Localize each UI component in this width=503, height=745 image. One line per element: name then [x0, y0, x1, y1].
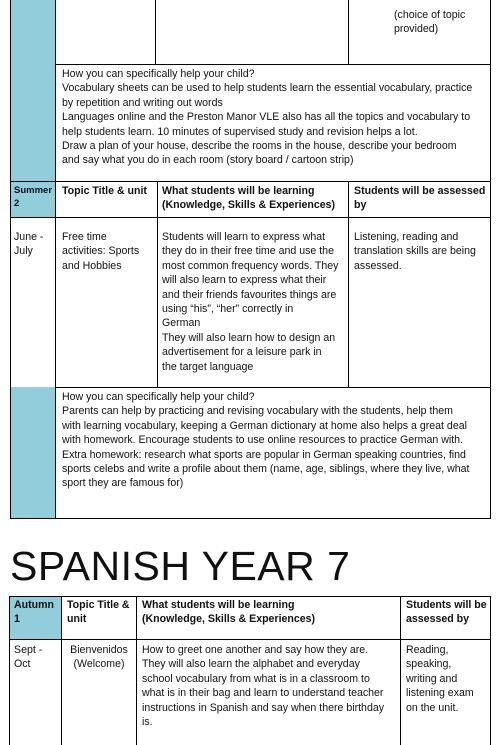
assessment-description: Reading, speaking, writing and listening exam on the unit. [406, 644, 474, 714]
topic-header: Topic Title & unit [67, 599, 130, 626]
term-column-shading [11, 0, 55, 181]
assessment-note: (choice of topic provided) [394, 9, 466, 36]
section-title: SPANISH YEAR 7 [10, 543, 351, 589]
term-dates: June - July [14, 231, 44, 258]
term-header: Summer 2 [14, 185, 53, 209]
topic-title: Free time activities: Sports and Hobbies [62, 231, 140, 272]
topic-header: Topic Title & unit [62, 185, 147, 197]
learning-description: Students will learn to express what they do in their free time and use the most common frequency words. They will also learn to express what their and their friends favourites things are using “his”, “her” correctly in German They will also learn how to design an advertisement for a leisure park in the target language [162, 231, 339, 373]
parent-help-text-2: How you can specifically help your child? Parents can help by practicing and revising vocabulary with the students, help them with learning vocabulary, keeping a German dictionary at home also helps a great deal with homework. Encourage students to use online resources to practice German with. Extra homework: research what sports are popular in German speaking countries, find sports celebs and write a profile about them (name, age, siblings, where they live, what sport they are famous for) [62, 391, 470, 490]
learning-header: What students will be learning (Knowledge, Skills & Experiences) [142, 599, 316, 626]
assessment-description: Listening, reading and translation skills are being assessed. [354, 231, 476, 272]
assessed-header: Students will be assessed by [406, 599, 487, 626]
term-dates: Sept - Oct [14, 644, 43, 671]
learning-description: How to greet one another and say how they are. They will also learn the alphabet and everyday school vocabulary from what is in a classroom to what is in their bag and learn to understand teacher instructions in Spanish and say when there birthday is. [142, 644, 385, 729]
parent-help-text-1: How you can specifically help your child? Vocabulary sheets can be used to help students learn the essential vocabulary, practice by repetition and writing out words Languages online and the Preston Manor VLE also has all the topics and vocabulary to help students learn. 10 minutes of supervised study and revision helps a lot. Draw a plan of your house, describe the rooms in the house, describe your bedroom and say what you do in each room (story board / cartoon strip) [62, 68, 473, 167]
term-header: Autumn 1 [14, 599, 55, 626]
term-column-shading-lower [11, 387, 55, 518]
topic-title: Bienvenidos (Welcome) [70, 644, 128, 671]
learning-header: What students will be learning (Knowledge, Skills & Experiences) [162, 185, 336, 212]
assessed-header: Students will be assessed by [354, 185, 486, 212]
